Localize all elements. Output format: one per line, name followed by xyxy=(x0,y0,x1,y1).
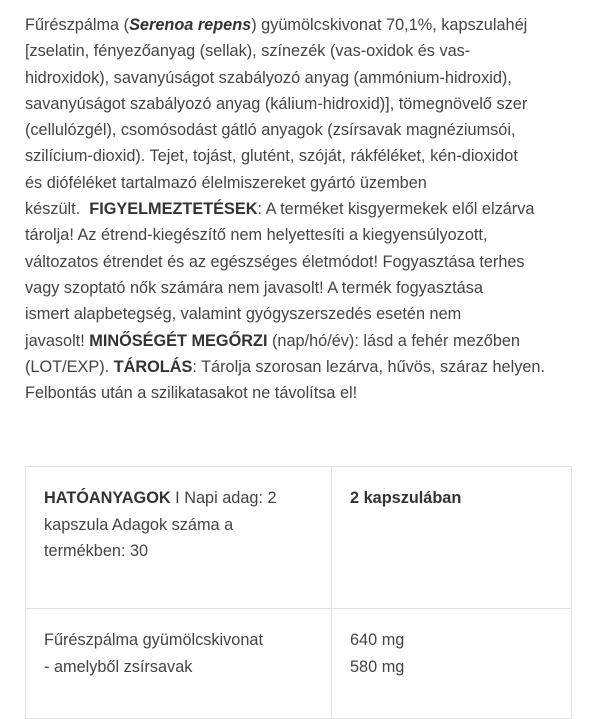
text-line: Felbontás után a szilikatasakot ne távolítsa el! xyxy=(25,384,358,403)
text-line: változatos étrendet és az egészséges életmódot! Fogyasztása terhes xyxy=(25,252,525,271)
storage-label: TÁROLÁS xyxy=(113,357,193,376)
text-line: ismert alapbetegség, valamint gyógyszerszedés esetén nem xyxy=(25,305,462,324)
text-run: javasolt! xyxy=(25,331,90,350)
latin-name: Serenoa repens xyxy=(129,16,252,34)
text-line xyxy=(25,12,585,38)
ingredients-text xyxy=(25,12,585,406)
text-line: szilícium-dioxid). Tejet, tojást, glutént, szóját, rákféléket, kén-dioxidot xyxy=(25,147,518,166)
ingredient-name: Fűrészpálma gyümölcskivonat xyxy=(44,631,263,649)
ingredients-paragraph xyxy=(25,12,585,406)
text-line: [zselatin, fényezőanyag (sellak), színezék (vas-oxidok és vas- xyxy=(25,42,471,61)
text-line: savanyúságot szabályozó anyag (kálium-hidroxid)], tömegnövelő szer xyxy=(25,94,528,113)
header-line xyxy=(44,485,313,512)
text-line xyxy=(25,328,585,354)
text-run: I Napi adag: 2 xyxy=(170,489,277,507)
text-line: vagy szoptató nők számára nem javasolt! A termék fogyasztása xyxy=(25,278,483,297)
table-header-value-cell xyxy=(332,467,572,609)
text-run: : A terméket kisgyermekek elől elzárva xyxy=(257,200,535,219)
text-run: Fűrészpálma ( xyxy=(25,16,130,34)
table-header-cell xyxy=(26,467,332,609)
text-run: : Tárolja szorosan lezárva, hűvös, száraz helyen. xyxy=(192,357,545,376)
ingredient-amount: 640 mg xyxy=(350,631,405,649)
text-run: (LOT/EXP). xyxy=(25,357,114,376)
nutrition-table xyxy=(25,466,572,719)
ingredient-amount: 580 mg xyxy=(350,657,405,676)
warning-label: FIGYELMEZTETÉSEK xyxy=(89,200,258,219)
header-line: termékben: 30 xyxy=(44,542,149,560)
text-line xyxy=(25,196,585,222)
text-line: és dióféléket tartalmazó élelmiszereket gyártó üzemben xyxy=(25,173,427,192)
text-line xyxy=(25,354,585,380)
ingredient-name: - amelyből zsírsavak xyxy=(44,657,193,676)
table-header-row xyxy=(26,467,572,609)
text-line: tárolja! Az étrend-kiegészítő nem helyettesíti a kiegyensúlyozott, xyxy=(25,226,488,245)
table-cell-label xyxy=(26,609,332,719)
serving-label: 2 kapszulában xyxy=(350,489,462,507)
text-run: ) gyümölcskivonat 70,1%, kapszulahéj xyxy=(251,16,528,34)
header-line: kapszula Adagok száma a xyxy=(44,515,234,534)
text-line: (cellulózgél), csomósodást gátló anyagok (zsírsavak magnéziumsói, xyxy=(25,121,516,140)
text-line: hidroxidok), savanyúságot szabályozó anyag (ammónium-hidroxid), xyxy=(25,68,512,87)
text-run: (nap/hó/év): lásd a fehér mezőben xyxy=(267,331,520,350)
best-before-label: MINŐSÉGÉT MEGŐRZI xyxy=(89,331,268,350)
active-ingredients-label: HATÓANYAGOK xyxy=(44,489,171,507)
text-run: készült. xyxy=(25,200,90,219)
table-row xyxy=(26,609,572,719)
table-cell-value xyxy=(332,609,572,719)
